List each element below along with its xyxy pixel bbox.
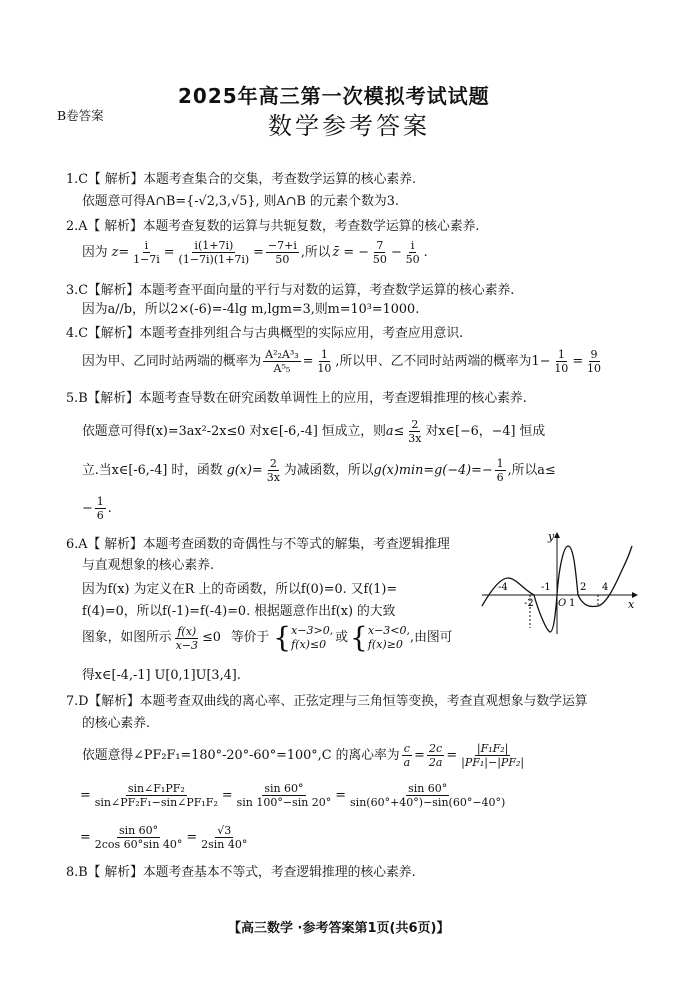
q4-frac3: $\frac{1}{10}$	[554, 348, 569, 375]
tick-2: 2	[580, 582, 587, 593]
q7-eq: =	[186, 829, 198, 845]
q2-head: 2.A【 解析】本题考查复数的运算与共轭复数，考查数学运算的核心素养.	[66, 219, 480, 234]
q5-neg: −	[82, 500, 93, 516]
tick-4: 4	[602, 582, 609, 593]
q4-frac4: $\frac{9}{10}$	[587, 348, 602, 375]
q6-line1: 因为f(x) 为定义在R 上的奇函数，所以f(0)=0. 又f(1)=	[82, 582, 398, 597]
q4-text2: ,所以甲、乙不同时站两端的概率为1−	[335, 353, 551, 369]
q6-or: 或	[335, 630, 349, 645]
q6-frac: $\frac{f(x)}{x-3}$	[175, 624, 198, 652]
q4-frac1: $\frac{\text{A²₂A³₃}}{\text{A⁵₅}}$	[265, 348, 299, 375]
q7-frac3: $\frac{\text{|F₁F₂|}}{\text{|PF₁|−|PF₂|}}$	[461, 742, 525, 769]
q7-frac8: $\frac{√3}{2\sin 40^\circ}$	[201, 824, 248, 851]
q2-eq: =	[163, 244, 175, 260]
page-subtitle: 数学参考答案	[268, 112, 430, 140]
q7-line3	[80, 824, 251, 851]
origin-label: O	[558, 598, 567, 609]
q4-eq2: =	[572, 353, 584, 369]
q2-frac3: $\frac{-7+i}{50}$	[267, 239, 297, 266]
q6-head2: 与直观想象的核心素养.	[82, 558, 215, 573]
q6-text2: 等价于	[230, 630, 270, 645]
q2-zbar: z̄ = −	[332, 244, 369, 260]
q7-eq: =	[335, 787, 347, 803]
function-graph	[478, 528, 638, 636]
q3-head: 3.C【解析】本题考查平面向量的平行与对数的运算，考查数学运算的核心素养.	[66, 283, 515, 298]
q7-eq: =	[221, 787, 233, 803]
q5-text: 依题意可得f(x)=3ax²-2x≤0 对x∈[-6,-4] 恒成立，则	[82, 423, 386, 439]
q2-eq: =	[253, 244, 264, 260]
q7-frac4: $\frac{\text{sin∠F₁PF₂}}{\text{sin∠PF₂F₁−sin∠PF₁F₂}}$	[94, 782, 218, 809]
q2-text: 因为	[82, 244, 108, 260]
q7-text: 依题意得∠PF₂F₁=180°-20°-60°=100°,C 的离心率为	[82, 747, 400, 763]
y-axis-label: y	[548, 530, 555, 543]
q6-text3: ,由图可	[410, 630, 453, 645]
q5-le: a≤	[385, 423, 405, 439]
q7-head2: 的核心素养.	[82, 716, 151, 731]
page-title: 2025年高三第一次模拟考试试题	[178, 84, 490, 108]
q4-eq: =	[302, 353, 314, 369]
q5-frac2: $\frac{2}{3x}$	[266, 457, 280, 484]
tick-neg1: -1	[541, 582, 551, 593]
q2-text2: ,所以	[300, 244, 331, 260]
q5-frac4: $\frac{1}{6}$	[96, 495, 104, 522]
q5-line1	[82, 418, 545, 445]
q7-head1: 7.D【解析】本题考查双曲线的离心率、正弦定理与三角恒等变换，考查直观想象与数学运算	[66, 694, 588, 709]
q8-head: 8.B【 解析】本题考查基本不等式，考查逻辑推理的核心素养.	[66, 865, 416, 880]
q4-text: 因为甲、乙同时站两端的概率为	[82, 353, 262, 369]
version-tag: B卷答案	[57, 108, 104, 123]
q2-frac1: $\frac{i}{1-7i}$	[133, 239, 160, 266]
q7-frac5: $\frac{\sin 60^\circ}{\sin 100^\circ-\sin 20^\circ}$	[236, 782, 332, 809]
q6-text: 图象，如图所示	[82, 630, 172, 645]
q5-text3: 立.当x∈[-6,-4] 时，函数	[82, 462, 223, 478]
q6-line3	[82, 621, 453, 654]
q5-frac1: $\frac{2}{3x}$	[408, 418, 422, 445]
q3-body: 因为a//b，所以2×(-6)=-4lg m,lgm=3,则m=10³=1000.	[82, 302, 420, 317]
q6-line4: 得x∈[-4,-1] U[0,1]U[3,4].	[82, 668, 241, 683]
q2-frac5: $\frac{i}{50}$	[405, 239, 420, 266]
q2-body	[82, 239, 428, 266]
q2-frac2: $\frac{i(1+7i)}{(1-7i)(1+7i)}$	[178, 239, 250, 266]
q7-line2	[80, 782, 509, 809]
q2-end: .	[423, 244, 428, 260]
q7-frac1: $\frac{c}{a}$	[403, 742, 411, 769]
q6-system1: { x−3>0, f(x)≤0	[273, 621, 334, 654]
x-axis-label: x	[628, 598, 635, 611]
q5-gmin: g(x)min=g(−4)=−	[373, 462, 493, 478]
tick-1: 1	[569, 598, 576, 609]
q1-head: 1.C【 解析】本题考查集合的交集，考查数学运算的核心素养.	[66, 172, 417, 187]
q7-eq: =	[80, 787, 91, 803]
q6-system2: { x−3<0, f(x)≥0	[350, 621, 410, 654]
q6-head1: 6.A【 解析】本题考查函数的奇偶性与不等式的解集，考查逻辑推理	[66, 537, 450, 552]
q5-line2	[82, 457, 556, 484]
q5-head: 5.B【解析】本题考查导数在研究函数单调性上的应用，考查逻辑推理的核心素养.	[66, 391, 527, 406]
q7-frac2: $\frac{2c}{2a}$	[428, 742, 443, 769]
q5-line3	[82, 495, 112, 522]
q7-eq: =	[80, 829, 91, 845]
q7-frac6: $\frac{\sin 60^\circ}{\sin(60^\circ+40^\circ)-\sin(60^\circ-40^\circ)}$	[350, 782, 506, 809]
q7-eq: =	[414, 747, 425, 763]
page-footer: 【高三数学 ·参考答案第1页(共6页)】	[228, 921, 450, 936]
q4-body	[82, 348, 605, 375]
q4-frac2: $\frac{1}{10}$	[317, 348, 332, 375]
q5-g: g(x)=	[226, 462, 263, 478]
q7-frac7: $\frac{\sin 60^\circ}{2\cos 60^\circ\sin 40^\circ}$	[94, 824, 183, 851]
q4-head: 4.C【解析】本题考查排列组合与古典概型的实际应用，考查应用意识.	[66, 326, 464, 341]
q7-eq: =	[446, 747, 458, 763]
tick-neg4: -4	[498, 582, 508, 593]
q6-line2: f(4)=0，所以f(-1)=f(-4)=0. 根据题意作出f(x) 的大致	[82, 604, 396, 619]
tick-neg2: -2	[524, 598, 534, 609]
q5-text2: 对x∈[−6，−4] 恒成	[425, 423, 546, 439]
q5-end: .	[107, 500, 112, 516]
q2-z: z=	[111, 244, 130, 260]
q5-text5: ,所以a≤	[507, 462, 556, 478]
q7-line1	[82, 742, 528, 769]
q2-frac4: $\frac{7}{50}$	[372, 239, 387, 266]
q2-minus: −	[390, 244, 402, 260]
q1-body: 依题意可得A∩B={-√2,3,√5}, 则A∩B 的元素个数为3.	[82, 194, 399, 209]
q5-frac3: $\frac{1}{6}$	[496, 457, 504, 484]
q6-le0: ≤0	[202, 630, 221, 645]
q5-text4: 为减函数，所以	[283, 462, 374, 478]
